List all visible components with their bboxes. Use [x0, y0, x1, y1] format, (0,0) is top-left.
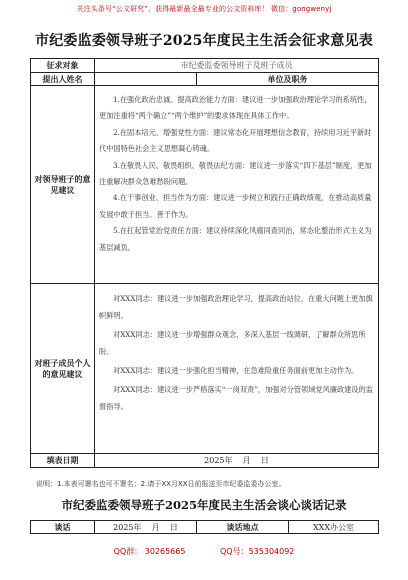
- qq-number: QQ号：535304092: [220, 547, 295, 556]
- member-opinion-item: 对XXX同志：建议进一步增强群众观念，多深入基层一线调研，了解群众所思所盼。: [99, 330, 366, 356]
- talk-record-table: [30, 520, 379, 534]
- unit-label: 单位及职务: [197, 73, 379, 86]
- member-opinion-row: [31, 284, 379, 454]
- form-note: 说明：1.本表可署名也可不署名；2.请于XX月XX日前报送至市纪委监委办公室。: [36, 480, 286, 488]
- contact-line: [0, 546, 408, 557]
- header-banner: 关注头条号“公文研究”，获得最新最全最专业的公文资料库！ 微信：gongwenyj: [76, 5, 332, 13]
- proposer-label: 提出人姓名: [31, 73, 95, 86]
- team-opinion-item: 2.在固本培元、增强党性方面：建议常态化开展理想信念教育，持续用习近平新时代中国特色社会主义思想凝心铸魂。: [99, 127, 372, 154]
- talk-date[interactable]: 2025年 月 日: [95, 521, 197, 534]
- member-opinion-item: 对XXX同志：建议进一步严格落实“一岗双责”，加强对分管领域党风廉政建设的监督指导。: [99, 385, 373, 411]
- qq-group: QQ群： 30265665: [113, 547, 186, 556]
- page-title: 市纪委监委领导班子2025年度民主生活会征求意见表: [35, 33, 373, 49]
- talk-place[interactable]: XXX办公室: [289, 521, 379, 534]
- talk-record-title: 市纪委监委领导班子2025年度民主生活会谈心谈话记录: [61, 498, 347, 512]
- object-label: 征求对象: [31, 59, 95, 73]
- talk-row: [31, 521, 379, 534]
- member-opinion-item: 对XXX同志：建议进一步强化担当精神，在急难险重任务面前更加主动作为。: [113, 366, 359, 375]
- object-row: [31, 59, 379, 73]
- member-opinion-content[interactable]: [95, 284, 379, 454]
- date-row: [31, 454, 379, 468]
- member-opinion-item: 对XXX同志：建议进一步加强政治理论学习，提高政治站位，在重大问题上更加旗帜鲜明。: [99, 294, 373, 320]
- member-opinion-label: 对班子成员个人的意见建议: [31, 284, 95, 454]
- team-opinion-content[interactable]: [95, 86, 379, 284]
- team-opinion-item: 5.在扛起管党治党责任方面：建议持续深化风腐同查同治，常态化整治形式主义为基层减负。: [99, 226, 372, 252]
- team-opinion-item: 3.在敬畏人民、敬畏组织、敬畏法纪方面：建议进一步落实“四下基层”制度，更加注重解决群众急难愁盼问题。: [99, 160, 372, 187]
- team-opinion-row: [31, 86, 379, 284]
- team-opinion-item: 1.在强化政治忠诚、提高政治能力方面：建议进一步加强政治理论学习的系统性，更加注重将“两个确立”“两个维护”的要求体现在具体工作中。: [99, 95, 372, 121]
- proposer-value[interactable]: [95, 73, 197, 86]
- object-value: 市纪委监委领导班子及班子成员: [95, 59, 379, 73]
- team-opinion-item: 4.在干事创业、担当作为方面：建议进一步树立和践行正确政绩观，在推动高质量发展中敢于担当、善于作为。: [99, 193, 372, 219]
- proposer-row: [31, 73, 379, 86]
- talk-label: 谈话: [31, 521, 95, 534]
- talk-place-label: 谈话地点: [197, 521, 289, 534]
- team-opinion-label: 对领导班子的意见建议: [31, 86, 95, 284]
- date-value[interactable]: 2025年 月 日: [95, 454, 379, 468]
- date-label: 填表日期: [31, 454, 95, 468]
- opinion-form-table: [30, 58, 379, 468]
